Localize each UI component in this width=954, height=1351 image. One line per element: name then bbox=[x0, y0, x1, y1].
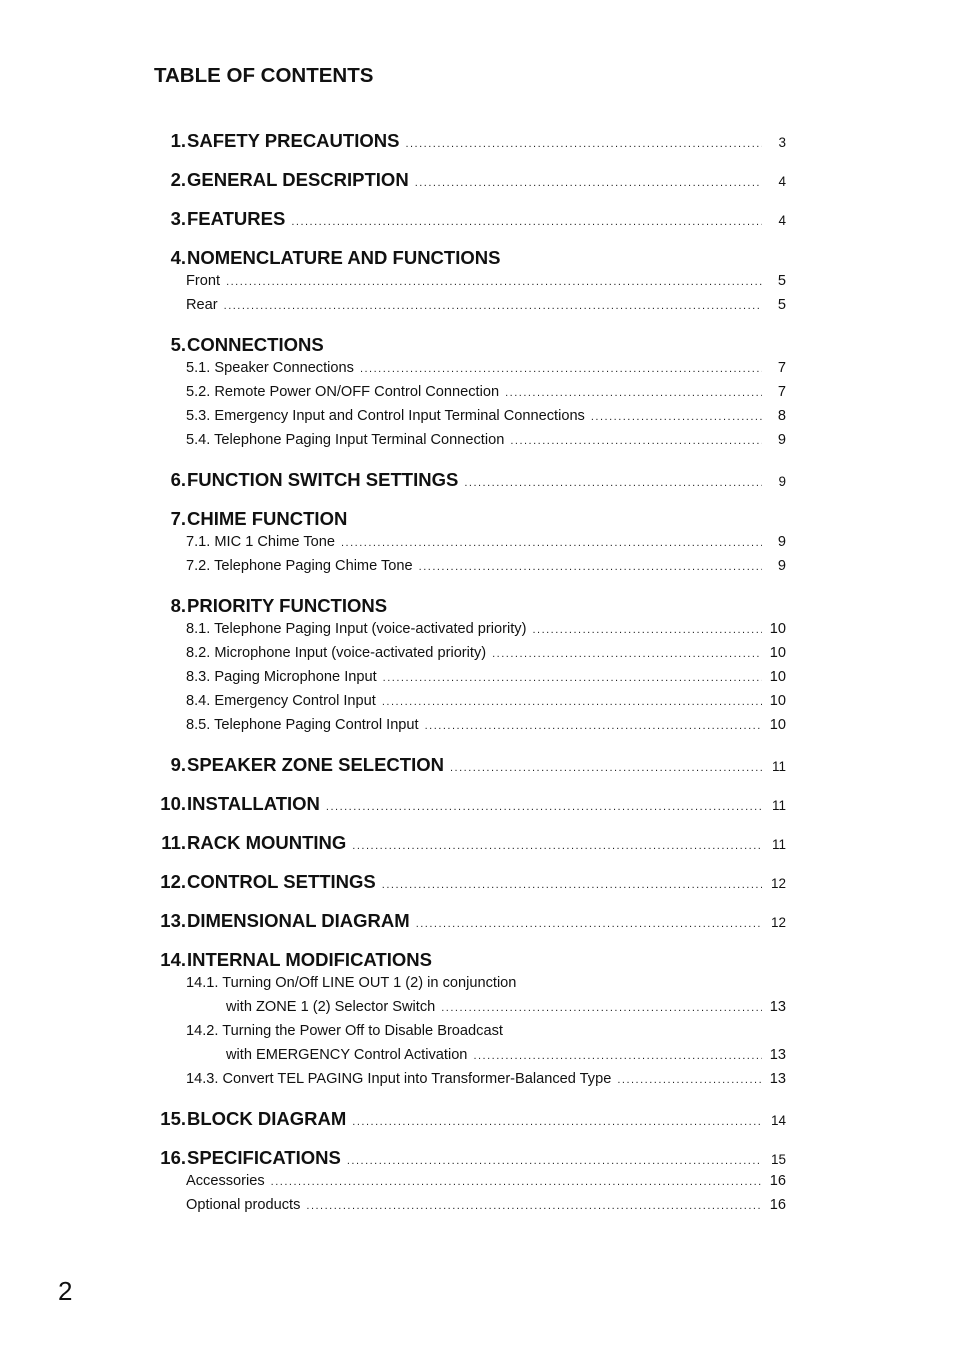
section-number: 8. bbox=[170, 595, 186, 616]
toc-heading[interactable] bbox=[154, 910, 786, 936]
toc-subentry[interactable] bbox=[154, 1173, 786, 1197]
section-title: CHIME FUNCTION bbox=[187, 508, 348, 529]
toc-heading[interactable] bbox=[154, 334, 786, 360]
section-number: 5. bbox=[170, 334, 186, 355]
dot-leader bbox=[352, 1116, 762, 1128]
dot-leader bbox=[450, 762, 762, 774]
dot-leader bbox=[415, 177, 762, 189]
dot-leader bbox=[425, 720, 762, 732]
dot-leader bbox=[532, 624, 762, 636]
subentry-title: with ZONE 1 (2) Selector Switch bbox=[226, 999, 436, 1015]
dot-leader bbox=[473, 1050, 762, 1062]
page-ref: 16 bbox=[769, 1173, 786, 1189]
page-ref: 10 bbox=[769, 693, 786, 709]
toc-section bbox=[154, 793, 786, 819]
toc-subentry[interactable] bbox=[154, 1071, 786, 1095]
toc-subentry[interactable] bbox=[154, 273, 786, 297]
subentry-title: 7.2. Telephone Paging Chime Tone bbox=[186, 558, 413, 574]
dot-leader bbox=[505, 387, 762, 399]
dot-leader bbox=[382, 879, 762, 891]
toc-section bbox=[154, 508, 786, 582]
page-ref: 13 bbox=[769, 1071, 786, 1087]
section-title: INTERNAL MODIFICATIONS bbox=[187, 949, 432, 970]
page-ref: 16 bbox=[769, 1197, 786, 1213]
page-ref: 9 bbox=[777, 558, 786, 574]
page-title: TABLE OF CONTENTS bbox=[154, 64, 374, 87]
section-title: RACK MOUNTING bbox=[187, 832, 347, 853]
toc-section bbox=[154, 832, 786, 858]
toc-subentry[interactable] bbox=[154, 1023, 786, 1047]
section-title: DIMENSIONAL DIAGRAM bbox=[187, 910, 410, 931]
subentry-title: 7.1. MIC 1 Chime Tone bbox=[186, 534, 335, 550]
page-ref: 12 bbox=[770, 876, 786, 891]
toc-heading[interactable] bbox=[154, 949, 786, 975]
page-ref: 9 bbox=[777, 534, 786, 550]
subentry-title: 8.2. Microphone Input (voice-activated priority) bbox=[186, 645, 487, 661]
dot-leader bbox=[360, 363, 762, 375]
toc-section bbox=[154, 334, 786, 456]
toc-section bbox=[154, 469, 786, 495]
page-ref: 10 bbox=[769, 621, 786, 637]
toc-heading[interactable] bbox=[154, 208, 786, 234]
toc-subentry[interactable] bbox=[154, 534, 786, 558]
section-number: 12. bbox=[160, 871, 186, 892]
toc-subentry[interactable] bbox=[154, 408, 786, 432]
subentry-title: 14.2. Turning the Power Off to Disable Broadcast bbox=[186, 1023, 503, 1039]
toc-heading[interactable] bbox=[154, 169, 786, 195]
toc-section bbox=[154, 910, 786, 936]
section-title: GENERAL DESCRIPTION bbox=[187, 169, 409, 190]
section-number: 7. bbox=[170, 508, 186, 529]
toc-subentry[interactable] bbox=[154, 1047, 786, 1071]
toc-subentry[interactable] bbox=[154, 693, 786, 717]
dot-leader bbox=[405, 138, 762, 150]
section-title: FUNCTION SWITCH SETTINGS bbox=[187, 469, 459, 490]
page-ref: 10 bbox=[769, 669, 786, 685]
toc-section bbox=[154, 208, 786, 234]
toc-heading[interactable] bbox=[154, 793, 786, 819]
section-number: 3. bbox=[170, 208, 186, 229]
page-ref: 13 bbox=[769, 1047, 786, 1063]
section-title: SAFETY PRECAUTIONS bbox=[187, 130, 400, 151]
section-title: BLOCK DIAGRAM bbox=[187, 1108, 347, 1129]
subentry-title: 14.1. Turning On/Off LINE OUT 1 (2) in conjunction bbox=[186, 975, 517, 991]
toc-subentry[interactable] bbox=[154, 558, 786, 582]
toc-subentry[interactable] bbox=[154, 297, 786, 321]
subentry-title: 5.4. Telephone Paging Input Terminal Connection bbox=[186, 432, 505, 448]
page-ref: 9 bbox=[778, 474, 786, 489]
toc-heading[interactable] bbox=[154, 871, 786, 897]
dot-leader bbox=[591, 411, 762, 423]
section-number: 6. bbox=[170, 469, 186, 490]
page-number: 2 bbox=[58, 1276, 73, 1306]
toc-subentry[interactable] bbox=[154, 1197, 786, 1221]
toc-heading[interactable] bbox=[154, 247, 786, 273]
dot-leader bbox=[464, 477, 762, 489]
subentry-title: with EMERGENCY Control Activation bbox=[226, 1047, 468, 1063]
toc-heading[interactable] bbox=[154, 508, 786, 534]
toc-subentry[interactable] bbox=[154, 999, 786, 1023]
page-ref: 11 bbox=[771, 759, 786, 774]
toc-heading[interactable] bbox=[154, 595, 786, 621]
subentry-title: 8.1. Telephone Paging Input (voice-activated priority) bbox=[186, 621, 527, 637]
page-ref: 14 bbox=[770, 1113, 786, 1128]
subentry-title: 5.2. Remote Power ON/OFF Control Connection bbox=[186, 384, 500, 400]
page-ref: 8 bbox=[777, 408, 786, 424]
subentry-title: 8.4. Emergency Control Input bbox=[186, 693, 376, 709]
toc-subentry[interactable] bbox=[154, 645, 786, 669]
dot-leader bbox=[326, 801, 762, 813]
section-title: SPEAKER ZONE SELECTION bbox=[187, 754, 444, 775]
toc-section bbox=[154, 1147, 786, 1221]
section-title: PRIORITY FUNCTIONS bbox=[187, 595, 388, 616]
section-number: 2. bbox=[170, 169, 186, 190]
toc-section bbox=[154, 871, 786, 897]
toc-subentry[interactable] bbox=[154, 384, 786, 408]
dot-leader bbox=[510, 435, 762, 447]
section-title: SPECIFICATIONS bbox=[187, 1147, 341, 1168]
section-title: INSTALLATION bbox=[187, 793, 320, 814]
page-ref: 15 bbox=[770, 1152, 786, 1167]
toc-section bbox=[154, 247, 786, 321]
toc-heading[interactable] bbox=[154, 832, 786, 858]
section-title: NOMENCLATURE AND FUNCTIONS bbox=[187, 247, 501, 268]
page-ref: 5 bbox=[777, 273, 786, 289]
dot-leader bbox=[617, 1074, 762, 1086]
subentry-title: 5.3. Emergency Input and Control Input Terminal Connections bbox=[186, 408, 585, 424]
dot-leader bbox=[341, 537, 762, 549]
page-ref: 11 bbox=[771, 837, 786, 852]
dot-leader bbox=[226, 276, 762, 288]
section-number: 11. bbox=[161, 832, 186, 853]
section-number: 14. bbox=[160, 949, 186, 970]
section-title: FEATURES bbox=[187, 208, 286, 229]
dot-leader bbox=[271, 1176, 762, 1188]
toc-subentry[interactable] bbox=[154, 975, 786, 999]
dot-leader bbox=[306, 1200, 762, 1212]
dot-leader bbox=[419, 561, 762, 573]
page-ref: 11 bbox=[771, 798, 786, 813]
table-of-contents bbox=[154, 130, 786, 1234]
section-number: 9. bbox=[170, 754, 186, 775]
page-ref: 10 bbox=[769, 645, 786, 661]
toc-section bbox=[154, 169, 786, 195]
page-ref: 7 bbox=[777, 360, 786, 376]
toc-section bbox=[154, 1108, 786, 1134]
page-ref: 10 bbox=[769, 717, 786, 733]
page-ref: 12 bbox=[770, 915, 786, 930]
toc-section bbox=[154, 595, 786, 741]
toc-section bbox=[154, 130, 786, 156]
toc-heading[interactable] bbox=[154, 130, 786, 156]
section-number: 16. bbox=[160, 1147, 186, 1168]
page-ref: 13 bbox=[769, 999, 786, 1015]
subentry-title: 5.1. Speaker Connections bbox=[186, 360, 354, 376]
section-title: CONNECTIONS bbox=[187, 334, 324, 355]
toc-section bbox=[154, 754, 786, 780]
dot-leader bbox=[416, 918, 762, 930]
subentry-title: Accessories bbox=[186, 1173, 265, 1189]
dot-leader bbox=[291, 216, 762, 228]
dot-leader bbox=[441, 1002, 762, 1014]
subentry-title: Front bbox=[186, 273, 221, 289]
toc-heading[interactable] bbox=[154, 469, 786, 495]
subentry-title: Rear bbox=[186, 297, 218, 313]
subentry-title: Optional products bbox=[186, 1197, 301, 1213]
page-ref: 4 bbox=[778, 213, 786, 228]
toc-section bbox=[154, 949, 786, 1095]
toc-heading[interactable] bbox=[154, 754, 786, 780]
section-number: 1. bbox=[170, 130, 186, 151]
toc-heading[interactable] bbox=[154, 1147, 786, 1173]
section-number: 10. bbox=[160, 793, 186, 814]
subentry-title: 8.5. Telephone Paging Control Input bbox=[186, 717, 419, 733]
toc-heading[interactable] bbox=[154, 1108, 786, 1134]
page-ref: 9 bbox=[777, 432, 786, 448]
subentry-title: 8.3. Paging Microphone Input bbox=[186, 669, 377, 685]
toc-subentry[interactable] bbox=[154, 717, 786, 741]
dot-leader bbox=[224, 300, 762, 312]
dot-leader bbox=[383, 672, 762, 684]
subentry-title: 14.3. Convert TEL PAGING Input into Transformer-Balanced Type bbox=[186, 1071, 612, 1087]
section-number: 13. bbox=[160, 910, 186, 931]
page-ref: 7 bbox=[777, 384, 786, 400]
section-number: 15. bbox=[160, 1108, 186, 1129]
page-ref: 4 bbox=[778, 174, 786, 189]
section-title: CONTROL SETTINGS bbox=[187, 871, 376, 892]
toc-subentry[interactable] bbox=[154, 669, 786, 693]
page-ref: 3 bbox=[778, 135, 786, 150]
dot-leader bbox=[347, 1155, 762, 1167]
dot-leader bbox=[492, 648, 762, 660]
dot-leader bbox=[352, 840, 762, 852]
toc-subentry[interactable] bbox=[154, 360, 786, 384]
dot-leader bbox=[382, 696, 762, 708]
toc-subentry[interactable] bbox=[154, 621, 786, 645]
page-ref: 5 bbox=[777, 297, 786, 313]
section-number: 4. bbox=[170, 247, 186, 268]
toc-subentry[interactable] bbox=[154, 432, 786, 456]
